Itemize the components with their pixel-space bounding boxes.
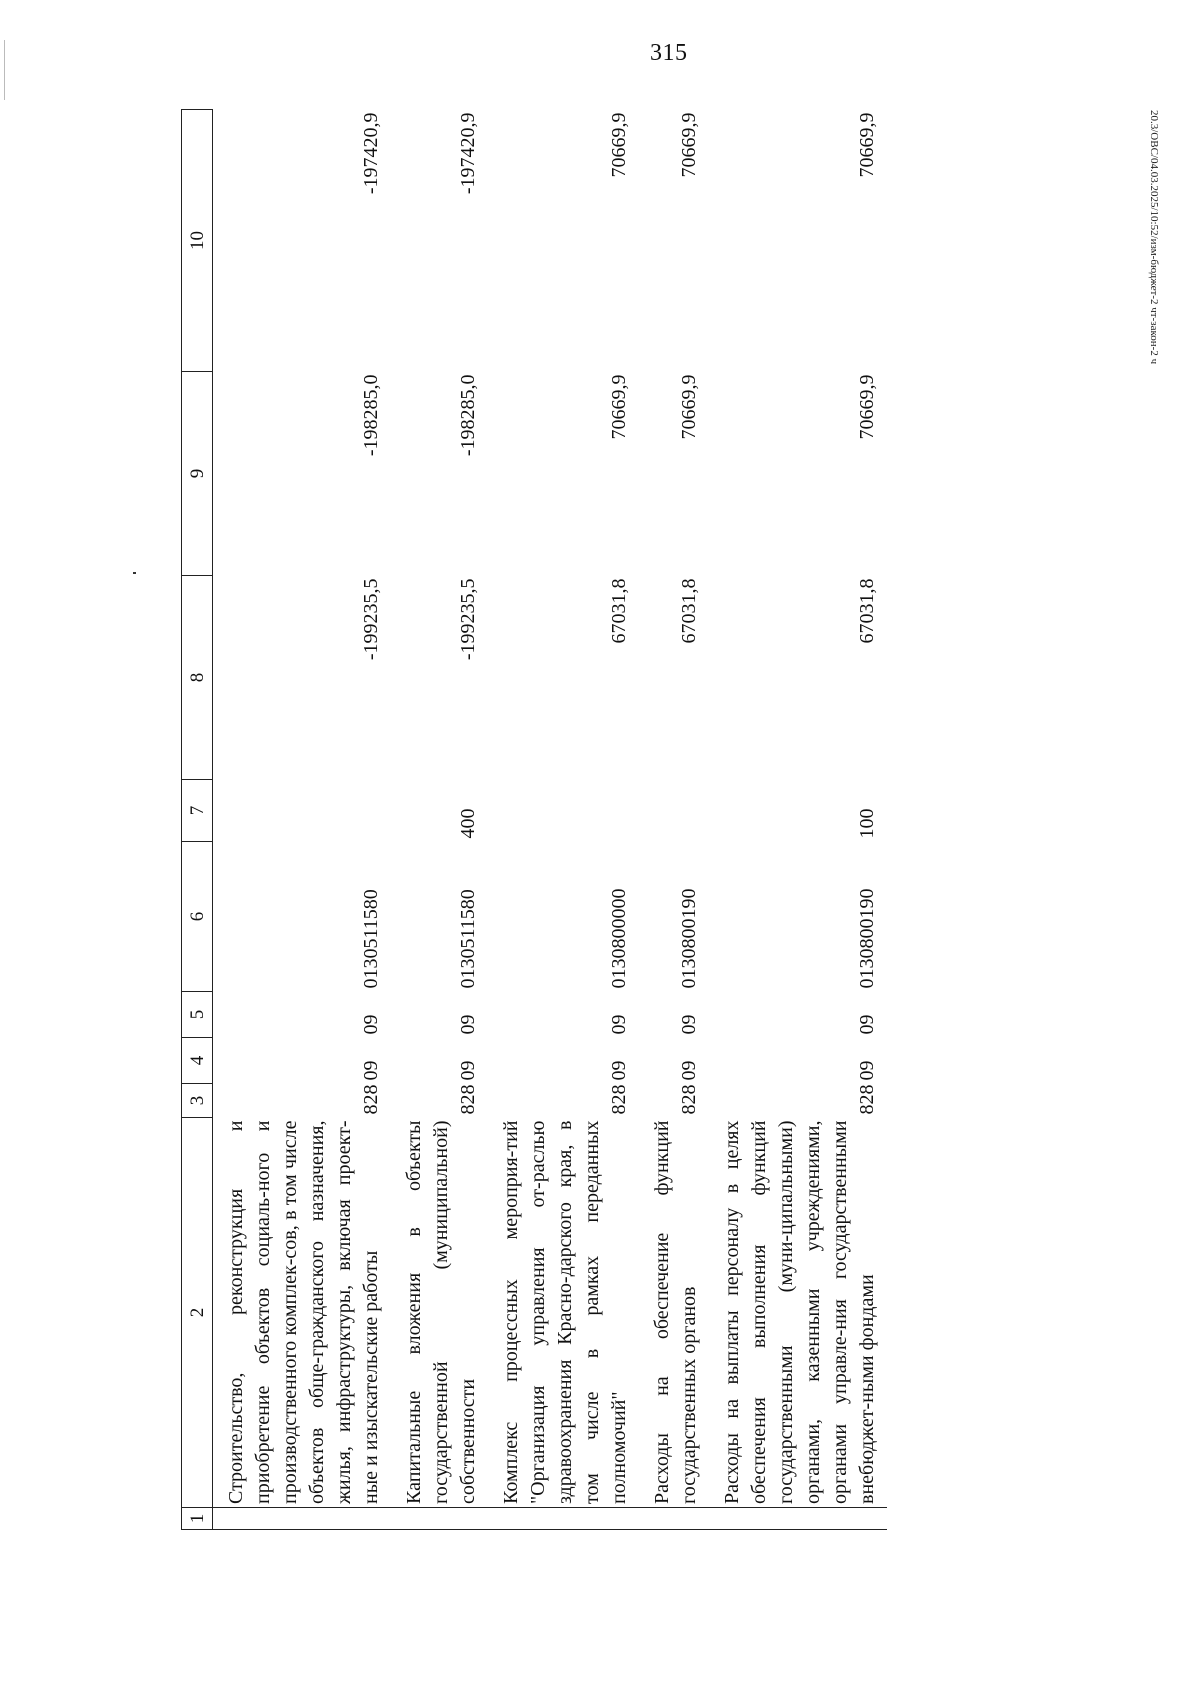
subsection-code: 09 [360, 1014, 382, 1035]
expense-type-code [213, 780, 392, 842]
column-header: 1 [182, 1508, 213, 1530]
section-code: 09 [678, 1060, 700, 1081]
row-name: Капитальные вложения в объекты государственной (муниципальной) собственности [403, 1120, 479, 1504]
row-number-cell [639, 1508, 709, 1530]
row-name: Расходы на выплаты персоналу в целях обеспечения выполнения функций государственными (муни-ципальными) органами, казенными учреждениями, органами управле-ния государственными внебюджет-ными фондами [721, 1120, 878, 1504]
table-row [213, 110, 392, 1530]
target-article-code: 0130800190 [678, 888, 700, 989]
column-header: 8 [182, 576, 213, 780]
table-header-row [182, 110, 213, 1530]
expense-type-code: 100 [856, 808, 878, 839]
column-header: 6 [182, 842, 213, 992]
ministry-code: 828 [856, 1084, 878, 1115]
target-article-code: 0130800190 [856, 888, 878, 989]
column-header: 7 [182, 780, 213, 842]
section-code: 09 [856, 1060, 878, 1081]
target-article-code: 0130800000 [608, 888, 630, 989]
amount-year-2: 70669,9 [678, 374, 700, 440]
expense-type-code [639, 780, 709, 842]
ministry-code: 828 [360, 1084, 382, 1115]
amount-year-1: -199235,5 [360, 578, 382, 661]
subsection-code: 09 [856, 1014, 878, 1035]
page-number: 315 [650, 40, 688, 66]
section-code: 09 [457, 1060, 479, 1081]
amount-year-2: -198285,0 [360, 374, 382, 457]
column-header: 3 [182, 1084, 213, 1118]
target-article-code: 0130511580 [360, 889, 382, 989]
amount-year-3: -197420,9 [360, 112, 382, 195]
ministry-code: 828 [608, 1084, 630, 1115]
target-article-code: 0130511580 [457, 889, 479, 989]
ministry-code: 828 [457, 1084, 479, 1115]
amount-year-3: -197420,9 [457, 112, 479, 195]
section-code: 09 [608, 1060, 630, 1081]
expense-type-code [488, 780, 639, 842]
amount-year-3: 70669,9 [856, 112, 878, 178]
document-footer-code: 20.3/ОВС/04.03.2025/10:52/изм-бюджет-2 чт-закон-2 ч [1148, 110, 1160, 365]
amount-year-2: -198285,0 [457, 374, 479, 457]
row-number-cell [391, 1508, 488, 1530]
row-name: Комплекс процессных мероприя-тий "Организация управления от-раслью здравоохранения Красно-дарского края, в том числе в рамках переданных полномочий" [500, 1120, 630, 1504]
budget-table-rotated [181, 110, 1111, 1530]
amount-year-1: -199235,5 [457, 578, 479, 661]
ministry-code: 828 [678, 1084, 700, 1115]
subsection-code: 09 [608, 1014, 630, 1035]
scan-edge-mark [4, 40, 5, 100]
table-row [639, 110, 709, 1530]
table-row [488, 110, 639, 1530]
row-number-cell [709, 1508, 887, 1530]
row-number-cell [213, 1508, 392, 1530]
amount-year-2: 70669,9 [856, 374, 878, 440]
budget-table [181, 109, 887, 1530]
column-header: 5 [182, 992, 213, 1038]
section-code: 09 [360, 1060, 382, 1081]
column-header: 9 [182, 372, 213, 576]
table-row [709, 110, 887, 1530]
column-header: 4 [182, 1038, 213, 1084]
row-name: Расходы на обеспечение функций государственных органов [651, 1120, 700, 1504]
column-header: 10 [182, 110, 213, 372]
amount-year-3: 70669,9 [608, 112, 630, 178]
column-header: 2 [182, 1118, 213, 1508]
subsection-code: 09 [678, 1014, 700, 1035]
table-row [391, 110, 488, 1530]
amount-year-1: 67031,8 [678, 578, 700, 644]
subsection-code: 09 [457, 1014, 479, 1035]
amount-year-1: 67031,8 [856, 578, 878, 644]
amount-year-1: 67031,8 [608, 578, 630, 644]
row-number-cell [488, 1508, 639, 1530]
amount-year-3: 70669,9 [678, 112, 700, 178]
amount-year-2: 70669,9 [608, 374, 630, 440]
scan-artifact [133, 572, 136, 574]
expense-type-code: 400 [457, 808, 479, 839]
row-name: Строительство, реконструкция и приобретение объектов социаль-ного и производственного комплек-сов, в том числе объектов обще-гражданского назначения, жилья, инфраструктуры, включая проект-ные и изыскательские работы [225, 1120, 382, 1504]
